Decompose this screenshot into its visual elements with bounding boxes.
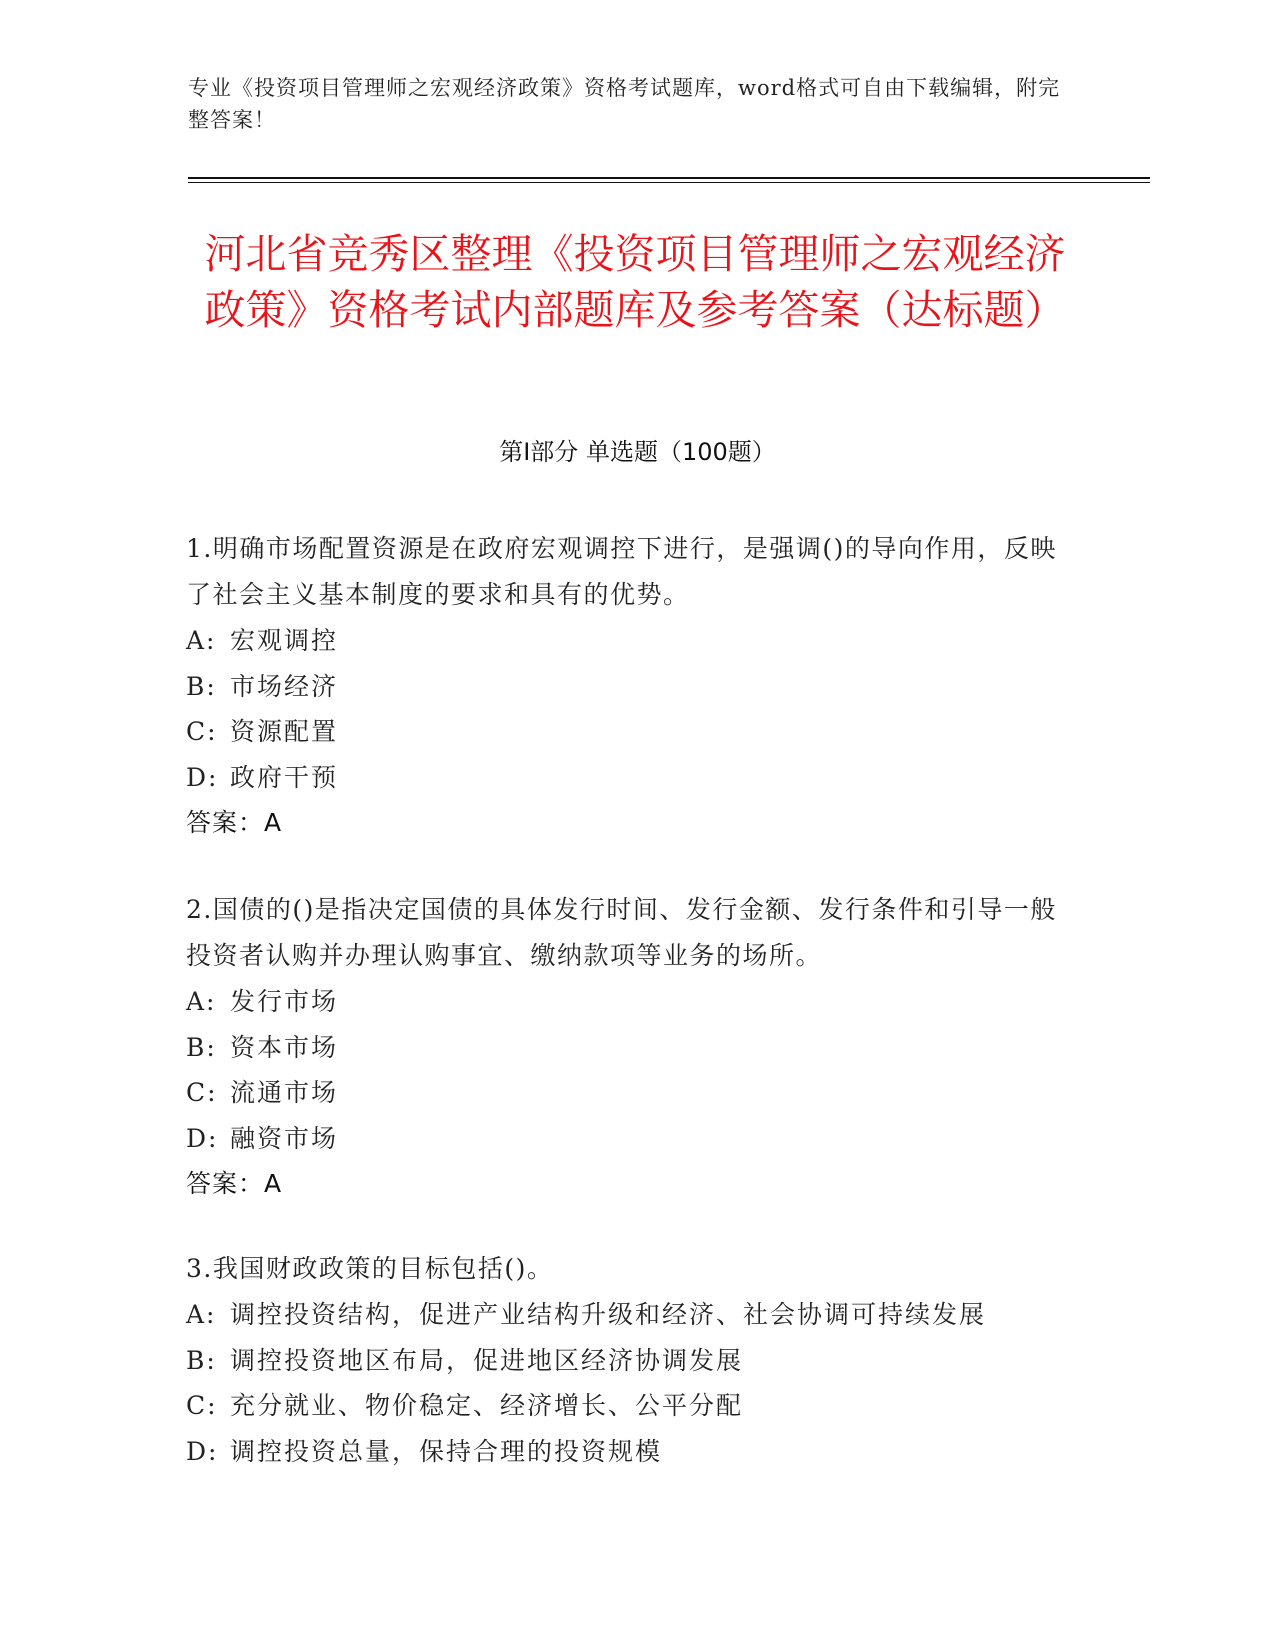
option-text: 资本市场 — [230, 1032, 339, 1062]
option-a — [186, 979, 1066, 1025]
option-a — [186, 618, 1066, 664]
option-text: 调控投资地区布局，促进地区经济协调发展 — [230, 1345, 744, 1375]
question-1 — [186, 526, 1066, 846]
option-letter: D: — [186, 1436, 219, 1466]
question-3 — [186, 1246, 1066, 1474]
option-d — [186, 1429, 1066, 1475]
option-text: 充分就业、物价稳定、经济增长、公平分配 — [230, 1391, 744, 1420]
option-b — [186, 1025, 1066, 1071]
option-letter: A: — [186, 1300, 217, 1329]
question-stem: 1.明确市场配置资源是在政府宏观调控下进行，是强调()的导向作用，反映了社会主义基本制度的要求和具有的优势。 — [186, 534, 1057, 609]
header-divider-thick — [188, 177, 1150, 179]
option-letter: B: — [186, 1032, 217, 1062]
answer-line: 答案：A — [186, 1169, 283, 1198]
option-d — [186, 755, 1066, 801]
option-c — [186, 709, 1066, 755]
answer-line: 答案：A — [186, 808, 283, 837]
question-2 — [186, 887, 1066, 1207]
header-note: 专业《投资项目管理师之宏观经济政策》资格考试题库，word格式可自由下载编辑，附完整答案！ — [188, 76, 1061, 132]
header-divider-thin — [188, 182, 1150, 183]
section-heading: 第Ⅰ部分 单选题（100题） — [499, 438, 776, 466]
option-letter: C: — [186, 1078, 218, 1107]
option-a — [186, 1292, 1066, 1338]
option-text: 流通市场 — [230, 1078, 339, 1107]
option-b — [186, 1338, 1066, 1384]
document-title: 河北省竞秀区整理《投资项目管理师之宏观经济政策》资格考试内部题库及参考答案（达标题） — [204, 230, 1066, 334]
question-stem: 3.我国财政政策的目标包括()。 — [186, 1254, 554, 1283]
option-c — [186, 1070, 1066, 1116]
option-text: 调控投资结构，促进产业结构升级和经济、社会协调可持续发展 — [230, 1300, 987, 1329]
option-b — [186, 664, 1066, 710]
option-text: 发行市场 — [230, 987, 339, 1016]
option-c — [186, 1383, 1066, 1429]
option-letter: B: — [186, 1345, 217, 1375]
option-d — [186, 1116, 1066, 1162]
option-text: 市场经济 — [230, 671, 339, 701]
option-text: 政府干预 — [230, 762, 339, 792]
option-text: 宏观调控 — [230, 626, 339, 655]
option-text: 融资市场 — [230, 1123, 339, 1153]
option-letter: C: — [186, 1391, 218, 1420]
option-letter: C: — [186, 717, 218, 746]
option-text: 调控投资总量，保持合理的投资规模 — [230, 1436, 663, 1466]
option-letter: B: — [186, 671, 217, 701]
option-letter: D: — [186, 1123, 219, 1153]
question-stem: 2.国债的()是指决定国债的具体发行时间、发行金额、发行条件和引导一般投资者认购并办理认购事宜、缴纳款项等业务的场所。 — [186, 895, 1057, 970]
option-text: 资源配置 — [230, 717, 339, 746]
option-letter: D: — [186, 762, 219, 792]
option-letter: A: — [186, 626, 217, 655]
option-letter: A: — [186, 987, 217, 1016]
